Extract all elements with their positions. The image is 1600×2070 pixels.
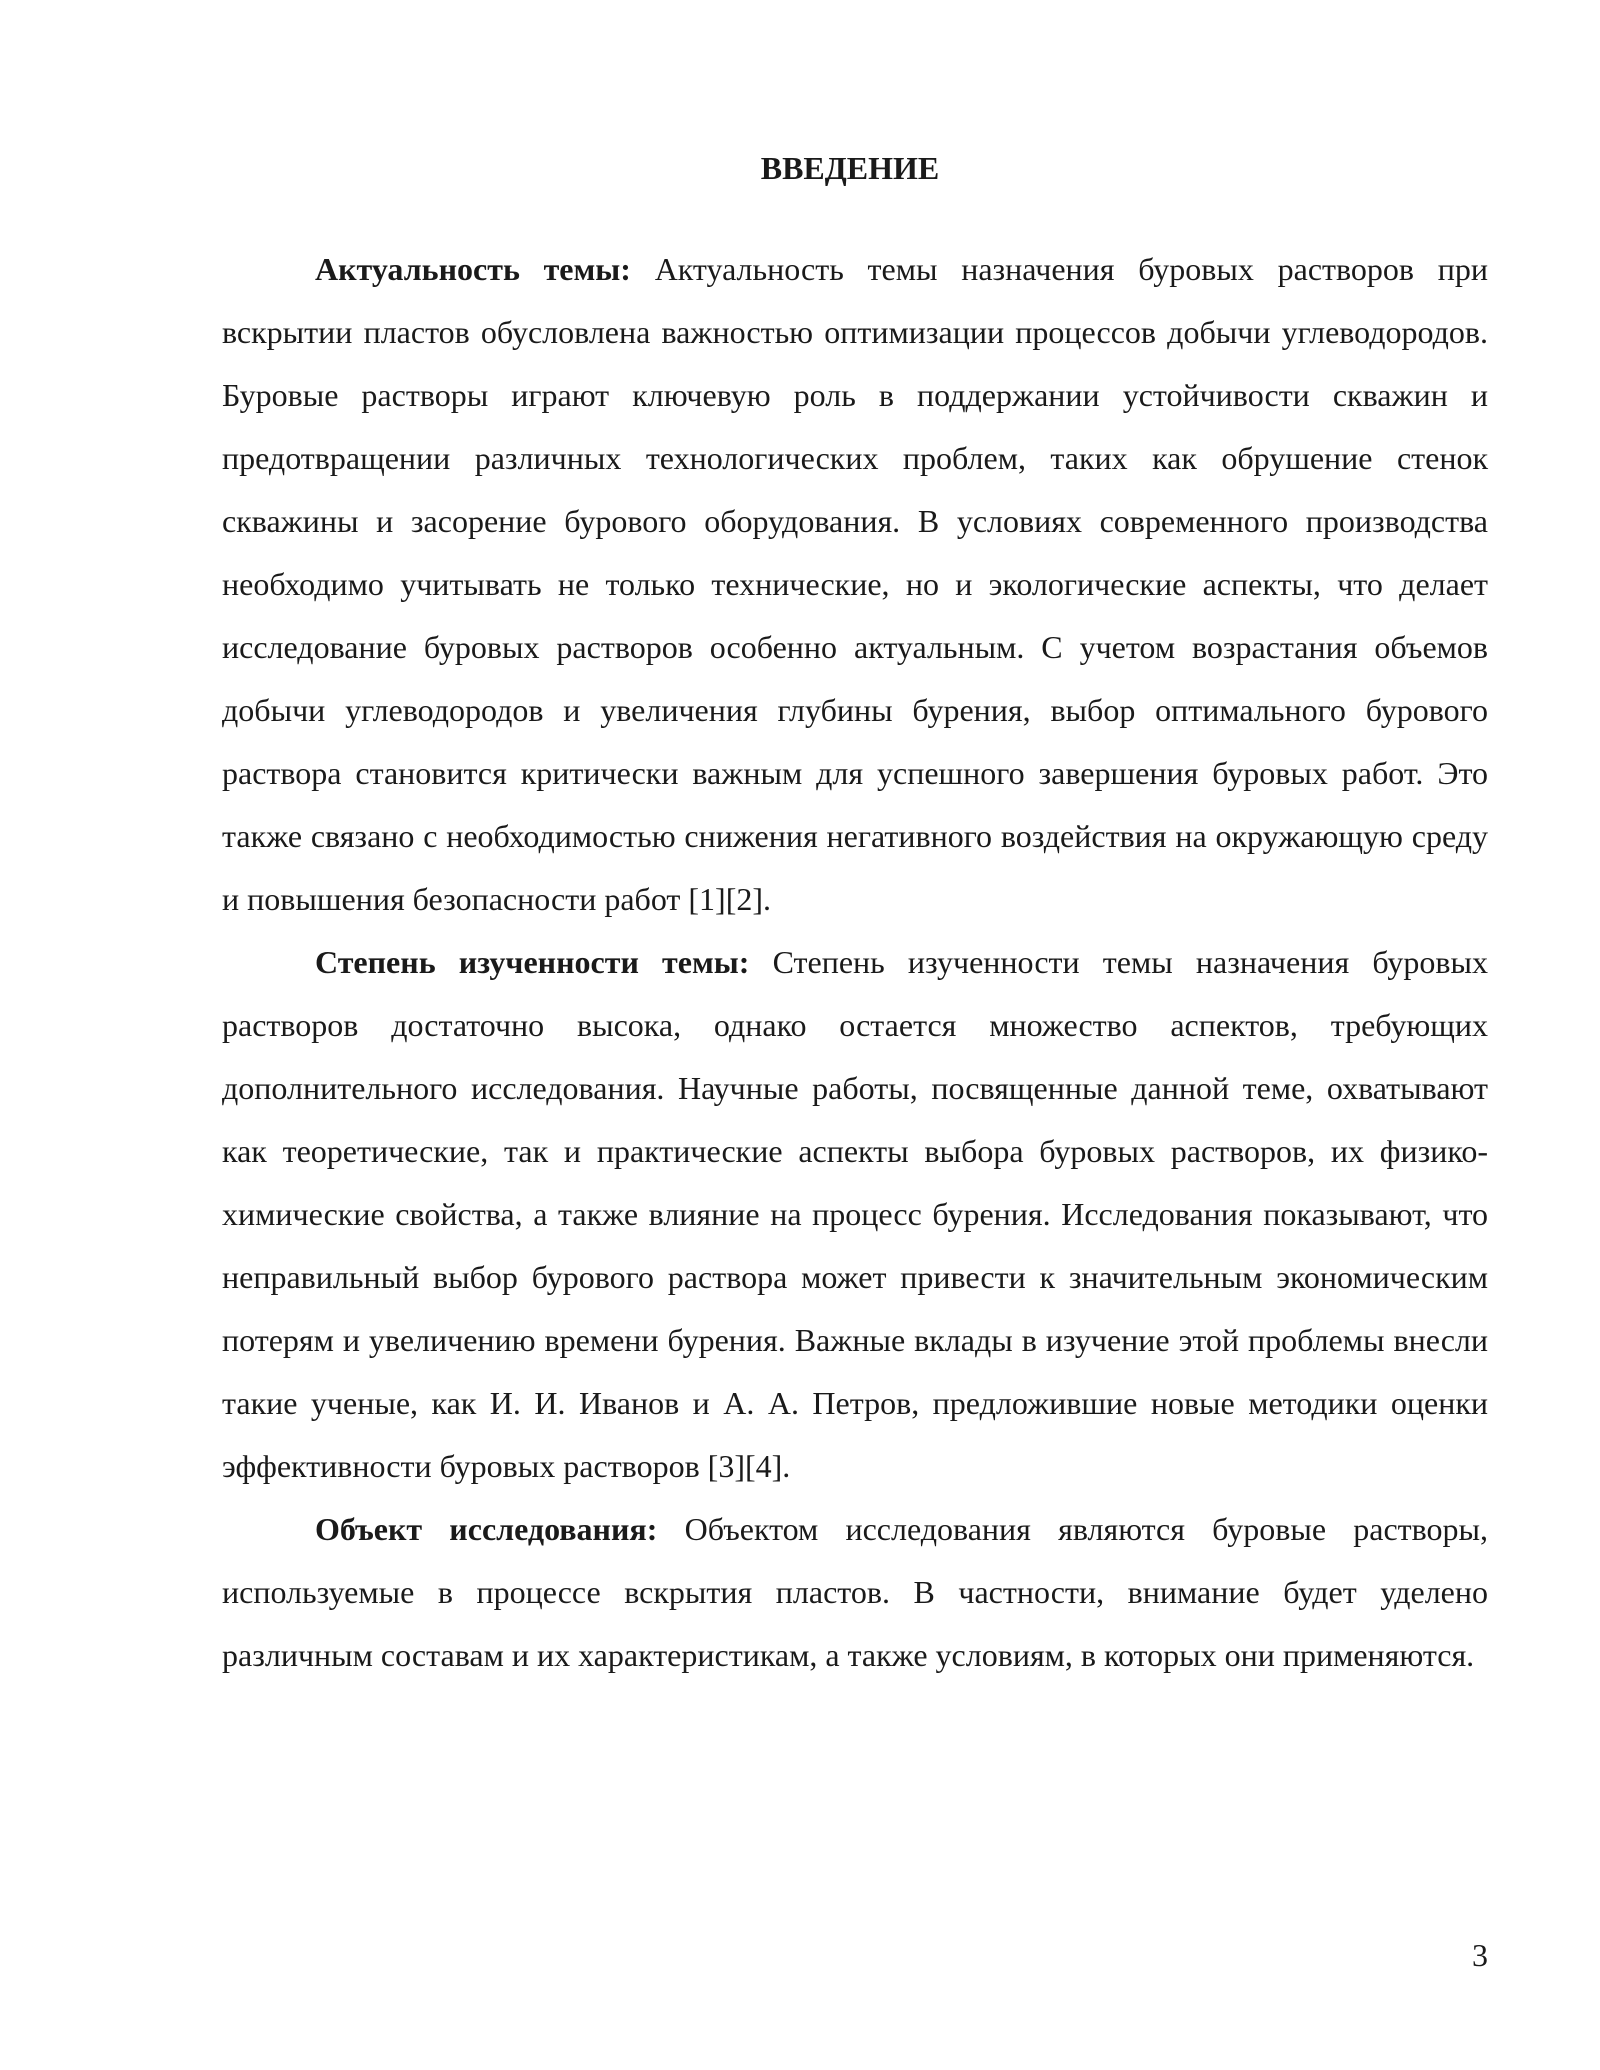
paragraph-lead: Объект исследования: bbox=[315, 1511, 658, 1547]
paragraph-degree-of-study bbox=[222, 931, 1488, 1498]
paragraph-text: Степень изученности темы назначения буровых растворов достаточно высока, однако остается множество аспектов, требующих дополнительного исследования. Научные работы, посвященные данной теме, охватывают как теоретические, так и практические аспекты выбора буровых растворов, их физико-химические свойства, а также влияние на процесс бурения. Исследования показывают, что неправильный выбор бурового раствора может привести к значительным экономическим потерям и увеличению времени бурения. Важные вклады в изучение этой проблемы внесли такие ученые, как И. И. Иванов и А. А. Петров, предложившие новые методики оценки эффективности буровых растворов [3][4]. bbox=[222, 944, 1489, 1484]
paragraph-lead: Степень изученности темы: bbox=[315, 944, 750, 980]
paragraph-text: Объектом исследования являются буровые растворы, используемые в процессе вскрытия пластов. В частности, внимание будет уделено различным составам и их характеристикам, а также условиям, в которых они применяются. bbox=[222, 1511, 1489, 1673]
paragraph-research-object bbox=[222, 1498, 1488, 1687]
paragraph-relevance bbox=[222, 238, 1488, 931]
document-body bbox=[222, 238, 1488, 1687]
page-title: ВВЕДЕНИЕ bbox=[760, 150, 940, 186]
page-number: 3 bbox=[1472, 1937, 1488, 1973]
paragraph-lead: Актуальность темы: bbox=[315, 251, 631, 287]
paragraph-text: Актуальность темы назначения буровых растворов при вскрытии пластов обусловлена важностью оптимизации процессов добычи углеводородов. Буровые растворы играют ключевую роль в поддержании устойчивости скважин и предотвращении различных технологических проблем, таких как обрушение стенок скважины и засорение бурового оборудования. В условиях современного производства необходимо учитывать не только технические, но и экологические аспекты, что делает исследование буровых растворов особенно актуальным. С учетом возрастания объемов добычи углеводородов и увеличения глубины бурения, выбор оптимального бурового раствора становится критически важным для успешного завершения буровых работ. Это также связано с необходимостью снижения негативного воздействия на окружающую среду и повышения безопасности работ [1][2]. bbox=[222, 251, 1489, 917]
